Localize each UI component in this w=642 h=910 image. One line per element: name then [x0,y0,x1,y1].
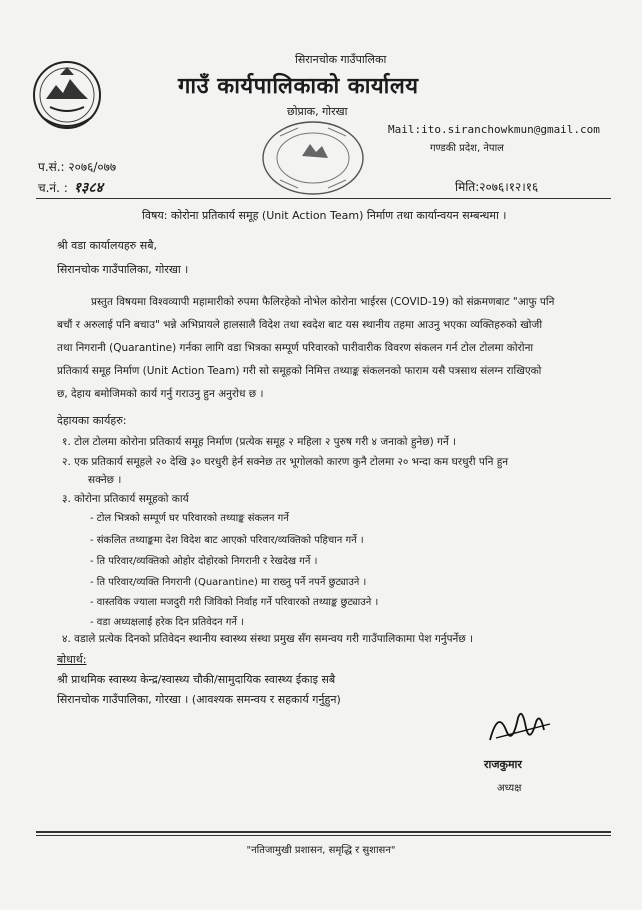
sub-item: - ति परिवार/व्यक्ति निगरानी (Quarantine) मा राख्नु पर्ने नपर्ने छुट्याउने । [90,577,367,588]
sub-item: - टोल भित्रको सम्पूर्ण घर परिवारको तथ्याङ्क संकलन गर्ने [90,513,289,524]
list-item: सक्नेछ । [88,474,122,486]
office-stamp [258,118,368,198]
footer-slogan: "नतिजामुखी प्रशासन, समृद्धि र सुशासन" [246,845,396,856]
footer-divider-thin [36,835,611,836]
list-item: ३. कोरोना प्रतिकार्य समूहको कार्य [62,493,189,505]
list-item: ४. वडाले प्रत्येक दिनको प्रतिवेदन स्थानीय स्वास्थ्य संस्था प्रमुख सँग समन्वय गरी गाउँपालिकामा पेश गर्नुपर्नेछ । [62,633,474,645]
sub-item: - ति परिवार/व्यक्तिको ओहोर दोहोरको निगरानी र रेखदेख गर्ने । [90,556,318,567]
signatory-name: राजकुमार [484,758,522,771]
letter-date: मिति:२०७६।१२।१६ [455,180,539,194]
body-line: छ, देहाय बमोजिमको कार्य गर्नु गराउनु हुन अनुरोध छ । [57,388,264,400]
cc-line-2: सिरानचोक गाउँपालिका, गोरखा । (आवश्यक समन्वय र सहकार्य गर्नुहुन) [57,693,341,706]
list-item: १. टोल टोलमा कोरोना प्रतिकार्य समूह निर्माण (प्रत्येक समूह २ महिला २ पुरुष गरी ४ जनाको हुनेछ) गर्ने । [62,436,457,448]
office-province: गण्डकी प्रदेश, नेपाल [430,143,504,154]
sub-item: - वास्तविक ज्याला मजदुरी गरी जिविको निर्वाह गर्ने परिवारको तथ्याङ्क छुट्याउने । [90,597,379,608]
nepal-emblem-logo [30,55,104,135]
cn-label: च.नं. : [38,181,68,195]
cc-line-1: श्री प्राथमिक स्वास्थ्य केन्द्र/स्वास्थ्य चौकी/सामुदायिक स्वास्थ्य ईकाइ सबै [57,673,336,686]
cn-value: १३८४ [73,180,103,196]
body-line: प्रस्तुत विषयमा विश्वव्यापी महामारीको रुपमा फैलिरहेको नोभेल कोरोना भाईरस (COVID-19) को संक्रमणबाट "आफु पनि [91,296,555,308]
recipient-line-1: श्री वडा कार्यालयहरु सबै, [57,239,157,252]
body-line: प्रतिकार्य समूह निर्माण (Unit Action Team) गरी सो समूहको निमित्त तथ्याङ्क संकलनको फाराम यसै पत्रसाथ संलग्न राखिएको [57,365,542,377]
list-heading: देहायका कार्यहरु: [57,414,127,427]
office-location: छोप्राक, गोरखा [287,105,348,118]
sub-item: - वडा अध्यक्षलाई हरेक दिन प्रतिवेदन गर्ने । [90,617,244,628]
handwritten-signature [470,700,580,755]
recipient-line-2: सिरानचोक गाउँपालिका, गोरखा । [57,263,189,276]
cc-heading: बोधार्थ: [57,653,87,666]
signatory-title: अध्यक्ष [497,783,522,794]
list-item: २. एक प्रतिकार्य समूहले २० देखि ३० घरधुरी हेर्न सक्नेछ तर भूगोलको कारण कुनै टोलमा २० भन्दा कम घरधुरी पनि हुन [62,456,509,468]
body-line: तथा निगरानी (Quarantine) गर्नका लागि वडा भित्रका सम्पूर्ण परिवारको पारीवारीक विवरण संकलन गर्न टोल टोलमा कोरोना [57,342,534,354]
reference-ps: प.सं.: २०७६/०७७ [38,160,117,174]
reference-cn [38,178,103,197]
sub-item: - संकलित तथ्याङ्कमा देश विदेश बाट आएको परिवार/व्यक्तिको पहिचान गर्ने । [90,535,364,546]
office-email: Mail:ito.siranchowkmun@gmail.com [388,123,600,136]
body-paragraph [57,291,612,406]
body-line: बचौं र अरुलाई पनि बचाउ" भन्ने अभिप्रायले हालसालै विदेश तथा स्वदेश बाट यस स्थानीय तहमा आउनु भएका व्यक्तिहरुको खोजी [57,319,543,331]
letter-subject: विषय: कोरोना प्रतिकार्य समूह (Unit Action Team) निर्माण तथा कार्यान्वयन सम्बन्धमा । [142,209,507,222]
footer-divider [36,831,611,833]
office-title: गाउँ कार्यपालिकाको कार्यालय [178,74,419,99]
municipality-name: सिरानचोक गाउँपालिका [295,53,387,66]
header-divider [36,198,611,199]
